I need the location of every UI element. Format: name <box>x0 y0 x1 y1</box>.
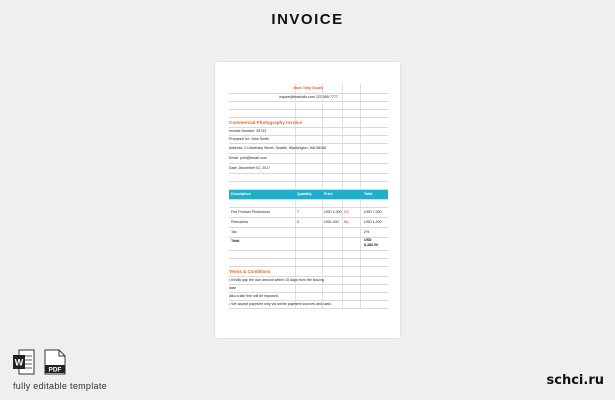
total-currency: USD <box>364 238 372 242</box>
spacer-row <box>229 251 388 259</box>
terms-line <box>229 285 388 293</box>
terms-text: date <box>229 286 236 290</box>
file-format-icons <box>13 349 73 375</box>
column-description: Description <box>231 192 251 196</box>
pdf-icon-label: PDF <box>48 366 62 374</box>
column-quantity: Quantity <box>297 192 312 196</box>
template-caption: fully editable template <box>13 381 107 391</box>
company-name-row <box>229 84 388 94</box>
item-description: Fee Product Photoshoot <box>231 210 270 214</box>
email-row <box>229 154 388 164</box>
terms-title-row <box>229 267 388 277</box>
tax-row <box>229 228 388 238</box>
spacer-row <box>229 174 388 182</box>
invoice-title-row <box>229 118 388 128</box>
total-value: 8,380.00 <box>364 243 378 247</box>
brand-watermark[interactable]: schci.ru <box>546 373 604 388</box>
prepared-for: Prepared for: John Smith <box>229 137 269 141</box>
tax-label: Tax <box>231 230 237 234</box>
item-row <box>229 208 388 218</box>
pdf-file-icon <box>44 349 66 375</box>
total-row <box>229 238 388 251</box>
item-flag: Ba <box>344 220 349 224</box>
terms-line <box>229 301 388 309</box>
word-icon-letter: W <box>14 357 24 368</box>
spacer-row <box>229 110 388 118</box>
item-flag: DZ <box>344 210 349 214</box>
prepared-for-row <box>229 136 388 144</box>
column-price: Price <box>324 192 333 196</box>
address-row <box>229 144 388 154</box>
spacer-row <box>229 102 388 110</box>
page-title: INVOICE <box>271 11 344 28</box>
spacer-row <box>229 200 388 208</box>
terms-line <box>229 277 388 285</box>
address: Address: 2 University Street, Seattle, Washington, WA 98108 <box>229 146 327 150</box>
item-price: USD 400 <box>324 220 339 224</box>
tax-value: 2% <box>364 230 370 234</box>
company-contact: inquire@tmstudio.com 222 555 7777 <box>279 95 338 99</box>
item-description: Retouches <box>231 220 249 224</box>
terms-title: Terms & Conditions <box>229 269 271 274</box>
spacer-row <box>229 259 388 267</box>
items-header-row <box>229 190 388 200</box>
invoice-number: Invoice Number: 35743 <box>229 129 267 133</box>
item-quantity: 3 <box>297 220 299 224</box>
item-quantity: 7 <box>297 210 299 214</box>
terms-line <box>229 293 388 301</box>
spacer-row <box>229 182 388 190</box>
invoice-document <box>215 62 400 338</box>
word-file-icon <box>13 349 35 375</box>
date-row <box>229 164 388 174</box>
terms-text: also a late fine will be imposed. <box>229 294 279 298</box>
item-total: USD 1,200 <box>364 220 382 224</box>
company-contact-row <box>229 94 388 102</box>
item-row <box>229 218 388 228</box>
company-name: Main Tahp Studio <box>293 86 324 90</box>
date: Date: December 01, 2017 <box>229 166 271 170</box>
invoice-sheet <box>229 84 388 309</box>
terms-text: • We accept payment only via online payment sources and cash. <box>229 302 332 306</box>
item-price: USD 1,000 <box>324 210 342 214</box>
item-total: USD 7,000 <box>364 210 382 214</box>
total-label: Total <box>231 239 240 243</box>
invoice-title: Commercial Photography Invoice <box>229 120 303 125</box>
email: Email: john@email.com <box>229 156 267 160</box>
invoice-number-row <box>229 128 388 136</box>
column-total: Total <box>364 192 373 196</box>
terms-text: • Kindly pay the due amount within 15 days from the issuing <box>229 278 324 282</box>
